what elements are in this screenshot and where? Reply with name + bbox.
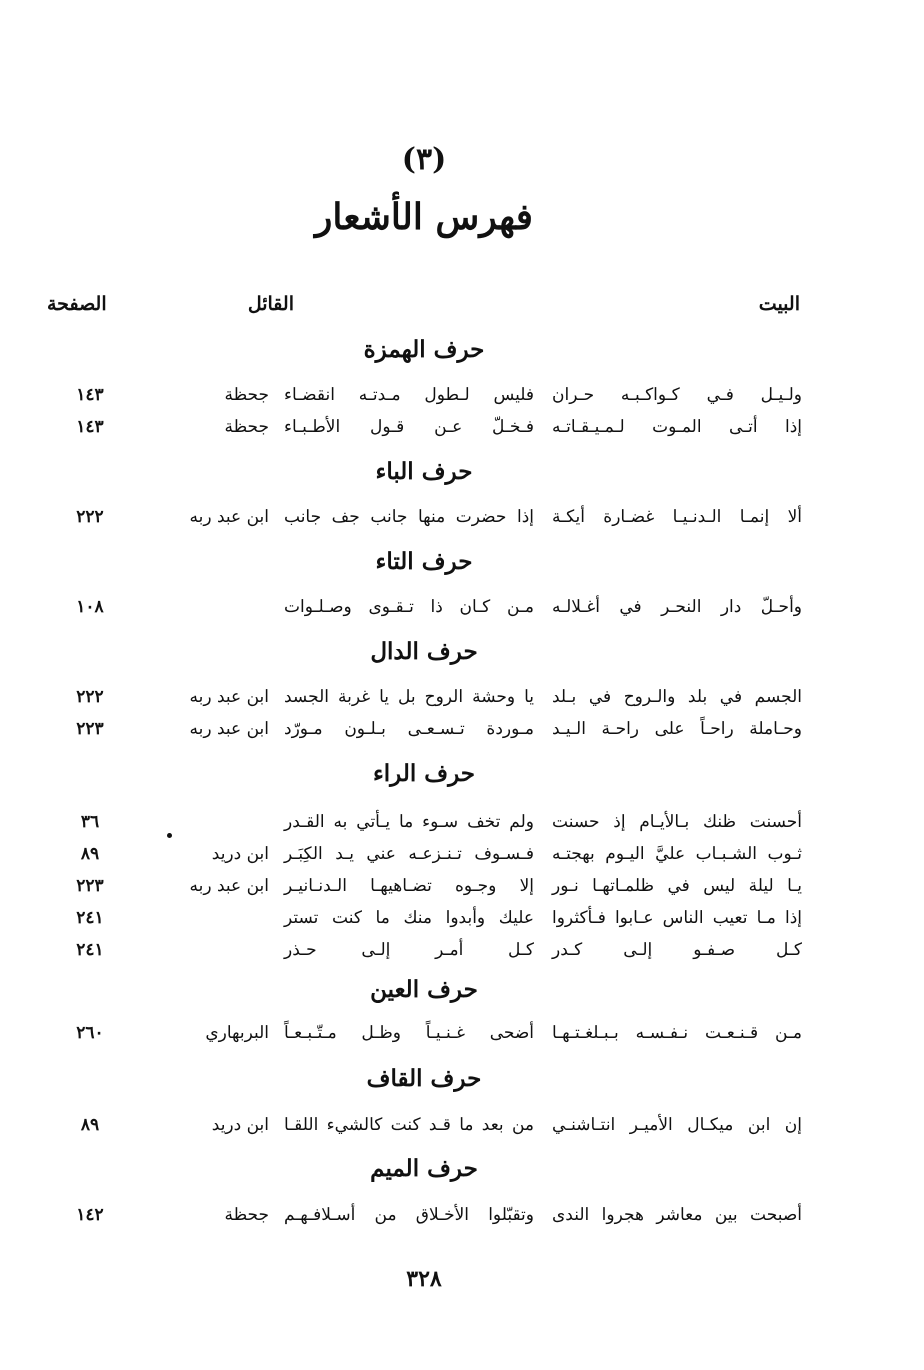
section-title: حرف الهمزة — [363, 336, 485, 363]
page-reference: ١٤٣ — [76, 385, 104, 405]
poet-name: ابن عبد ربه — [189, 687, 269, 707]
poet-name: جحظة — [224, 417, 269, 437]
verse-first-hemistich: ولـيـل فـي كـواكـبـه حـران — [552, 385, 802, 405]
verse-second-hemistich: ولم تخف سـوء ما يـأتي به القـدر — [284, 812, 534, 832]
verse-first-hemistich: إن ابن ميكـال الأميـر انتـاشنـي — [552, 1115, 802, 1135]
table-row — [0, 687, 924, 717]
table-row — [0, 1205, 924, 1235]
verse-second-hemistich: فليس لـطول مـدتـه انقضـاء — [284, 385, 534, 405]
table-row — [0, 507, 924, 537]
table-row — [0, 812, 924, 842]
verse-first-hemistich: يـا ليلة ليس في ظلمـاتهـا نـور — [552, 876, 802, 896]
verse-first-hemistich: مـن قـنـعـت نـفـسـه بـبـلغـتـهـا — [552, 1023, 802, 1043]
verse-second-hemistich: كـل أمـر إلـى حـذر — [284, 940, 534, 960]
table-row — [0, 719, 924, 749]
table-row — [0, 1115, 924, 1145]
page-reference: ٢٢٢ — [76, 507, 104, 527]
poet-name: ابن دريد — [211, 844, 269, 864]
verse-second-hemistich: إذا حضرت منها جانب جف جانب — [284, 507, 534, 527]
section-title: حرف الميم — [370, 1155, 478, 1182]
page-reference: ٢٤١ — [76, 908, 104, 928]
section-title: حرف الراء — [372, 760, 476, 787]
section-title: حرف الباء — [375, 458, 473, 485]
column-header-poet: القائل — [247, 293, 294, 315]
page-number: ٣٢٨ — [406, 1266, 442, 1292]
table-row — [0, 1023, 924, 1053]
poet-name: جحظة — [224, 1205, 269, 1225]
verse-first-hemistich: إذا مـا تعيب الناس عـابوا فـأكثروا — [552, 908, 802, 928]
verse-second-hemistich: مـن كـان ذا تـقـوى وصـلـوات — [284, 597, 534, 617]
verse-first-hemistich: أحسنت ظنك بـالأيـام إذ حسنت — [552, 812, 802, 832]
poet-name: جحظة — [224, 385, 269, 405]
verse-second-hemistich: فـخـلّ عـن قـول الأطـبـاء — [284, 417, 534, 437]
page-reference: ٨٩ — [80, 1115, 100, 1135]
verse-first-hemistich: ألا إنمـا الـدنـيـا غضـارة أيكـة — [552, 507, 802, 527]
verse-second-hemistich: أضحى غـنـيـاً وظـل مـتّـبـعـاً — [284, 1023, 534, 1043]
table-row — [0, 876, 924, 906]
page-reference: ١٤٣ — [76, 417, 104, 437]
stray-mark — [167, 833, 172, 838]
page-reference: ٢٦٠ — [76, 1023, 104, 1043]
section-title: حرف الدال — [370, 638, 478, 665]
section-title: حرف العين — [370, 976, 478, 1003]
poet-name: ابن عبد ربه — [189, 719, 269, 739]
section-title: حرف التاء — [375, 548, 473, 575]
verse-second-hemistich: من بعد ما قـد كنت كالشيء اللقـا — [284, 1115, 534, 1135]
page-reference: ٢٢٣ — [76, 719, 104, 739]
poet-name: ابن عبد ربه — [189, 876, 269, 896]
verse-first-hemistich: وحـاملة راحـاً على راحـة الـيـد — [552, 719, 802, 739]
verse-second-hemistich: عليك وأبدوا منك ما كنت تستر — [284, 908, 534, 928]
table-row — [0, 385, 924, 415]
page-title: فهرس الأشعار — [315, 196, 533, 238]
page-reference: ٨٩ — [80, 844, 100, 864]
table-row — [0, 417, 924, 447]
verse-first-hemistich: الجسم في بلد والـروح في بـلد — [552, 687, 802, 707]
verse-first-hemistich: كـل صـفـو إلـى كـدر — [552, 940, 802, 960]
table-row — [0, 597, 924, 627]
poet-name: البربهاري — [205, 1023, 269, 1043]
verse-first-hemistich: إذا أتـى المـوت لـمـيـقـاتـه — [552, 417, 802, 437]
column-header-page: الصفحة — [47, 293, 107, 315]
verse-second-hemistich: إلا وجـوه تضـاهيهـا الـدنـانيـر — [284, 876, 534, 896]
verse-second-hemistich: يا وحشة الروح بل يا غربة الجسد — [284, 687, 534, 707]
poet-name: ابن دريد — [211, 1115, 269, 1135]
appendix-number: (٣) — [401, 142, 447, 177]
verse-second-hemistich: وتقبّلوا الأخـلاق من أسـلافـهـم — [284, 1205, 534, 1225]
table-row — [0, 940, 924, 970]
page-reference: ٢٢٢ — [76, 687, 104, 707]
verse-first-hemistich: ثـوب الشـبـاب عليَّ اليـوم بهجتـه — [552, 844, 802, 864]
section-title: حرف القاف — [366, 1065, 482, 1092]
table-row — [0, 844, 924, 874]
page-reference: ٢٢٣ — [76, 876, 104, 896]
verse-second-hemistich: فـسـوف تـنـزعـه عني يـد الكِبَـر — [284, 844, 534, 864]
column-header-verse: البيت — [758, 293, 800, 315]
page-reference: ٣٦ — [80, 812, 100, 832]
page-reference: ١٤٢ — [76, 1205, 104, 1225]
poet-name: ابن عبد ربه — [189, 507, 269, 527]
verse-second-hemistich: مـوردة تـسـعـى بـلـون مـورّد — [284, 719, 534, 739]
verse-first-hemistich: وأحـلّ دار النحـر في أغـلالـه — [552, 597, 802, 617]
verse-first-hemistich: أصبحت بين معاشر هجروا الندى — [552, 1205, 802, 1225]
page-reference: ٢٤١ — [76, 940, 104, 960]
page-reference: ١٠٨ — [76, 597, 104, 617]
table-row — [0, 908, 924, 938]
